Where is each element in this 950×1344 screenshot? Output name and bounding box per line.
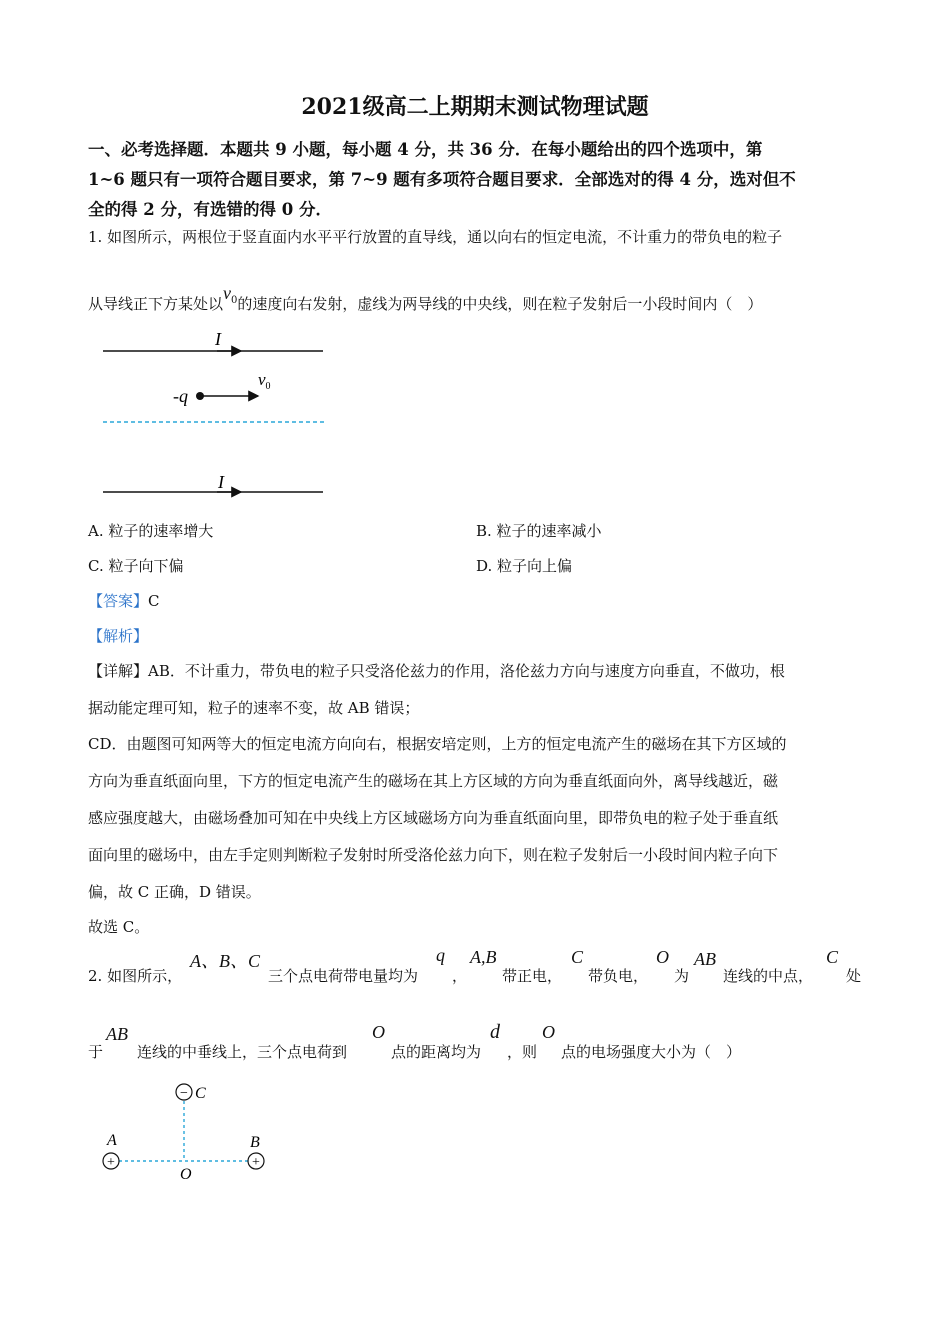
q1-v0-symbol: $v_0$ — [223, 283, 238, 306]
q1-stem-line1: 1. 如图所示，两根位于竖直面内水平平行放置的直导线，通以向右的恒定电流，不计重力的带负电的粒子 — [88, 228, 783, 246]
q1-detail-line6: 面向里的磁场中，由左手定则判断粒子发射时所受洛伦兹力向下，则在粒子发射后一小段时间内粒子向下 — [88, 846, 779, 864]
q1-detail-line5: 感应强度越大，由磁场叠加可知在中央线上方区域磁场方向为垂直纸面向里，即带负电的粒子处于垂直纸 — [88, 809, 779, 827]
q1-stem-line2 — [88, 283, 763, 316]
q1-detail-line2: 据动能定理可知，粒子的速率不变，故 AB 错误； — [88, 699, 420, 717]
q2-stem-line1-b: 三个点电荷带电量均为 — [268, 967, 419, 985]
q2-math-ab1: A,B — [470, 947, 497, 967]
q2-label-c: C — [195, 1085, 206, 1102]
q1-stem-line2-pre: 从导线正下方某处以 — [88, 295, 224, 313]
q1-stem-line2-post: 的速度向右发射，虚线为两导线的中央线，则在粒子发射后一小段时间内（ ） — [237, 295, 763, 313]
q2-math-d: d — [490, 1021, 500, 1043]
q2-label-a: A — [107, 1132, 117, 1149]
q2-stem-line1-e: 带负电， — [588, 967, 649, 985]
q2-stem-line1-f: 为 — [674, 967, 690, 985]
q1-upper-current-label: I — [215, 329, 221, 349]
q1-detail-line3: CD．由题图可知两等大的恒定电流方向向右，根据安培定则，上方的恒定电流产生的磁场在其下方区域的 — [88, 735, 787, 753]
q1-detail-line8: 故选 C。 — [88, 918, 150, 936]
q1-option-a: A. 粒子的速率增大 — [88, 522, 214, 540]
q2-stem-line2-a: 于 — [88, 1043, 104, 1061]
q2-stem-line2-c: 点的距离均为 — [391, 1043, 482, 1061]
q2-math-c2: C — [826, 947, 839, 967]
q1-velocity-label: $v_0$ — [258, 370, 271, 392]
q2-label-b: B — [250, 1134, 260, 1151]
q1-detail-line4: 方向为垂直纸面向里，下方的恒定电流产生的磁场在其上方区域的方向为垂直纸面向外，离导线越近，磁 — [88, 772, 779, 790]
q2-stem-line2-d: ，则 — [507, 1043, 538, 1061]
q1-lower-current-label: I — [218, 472, 224, 492]
q1-detail-line1: 【详解】AB．不计重力，带负电的粒子只受洛伦兹力的作用，洛伦兹力方向与速度方向垂直，不做功，根 — [88, 662, 785, 680]
q1-option-c: C. 粒子向下偏 — [88, 557, 184, 575]
q2-math-q: q — [436, 945, 445, 965]
q2-figure — [92, 1075, 282, 1185]
page-title: 2021级高二上期期末测试物理试题 — [301, 94, 649, 120]
q2-math-c1: C — [571, 947, 584, 967]
q2-stem-line1-g: 连线的中点， — [723, 967, 814, 985]
q2-math-abc: A、B、C — [190, 951, 260, 971]
q2-math-o2: O — [372, 1022, 385, 1042]
q2-stem-line1-a: 2. 如图所示， — [88, 967, 183, 985]
q2-stem-line1-h: 处 — [846, 967, 862, 985]
q2-stem-line2-b: 连线的中垂线上，三个点电荷到 — [137, 1043, 348, 1061]
q2-math-o3: O — [542, 1022, 555, 1042]
q1-option-d: D. 粒子向上偏 — [476, 557, 573, 575]
q1-charge-label: -q — [173, 386, 188, 406]
section-instructions-line1: 一、必考选择题．本题共 9 小题，每小题 4 分，共 36 分．在每小题给出的四个选项中，第 — [88, 140, 763, 159]
q2-math-ab2: AB — [694, 949, 716, 969]
q2-plus-sign-a: + — [107, 1155, 115, 1170]
q2-minus-sign: − — [180, 1086, 188, 1101]
q2-plus-sign-b: + — [252, 1155, 260, 1170]
section-instructions-line3: 全的得 2 分，有选错的得 0 分． — [88, 200, 332, 219]
q1-answer: 【答案】C — [88, 592, 160, 610]
q1-detail-line7: 偏，故 C 正确，D 错误。 — [88, 883, 261, 901]
section-instructions-line2: 1~6 题只有一项符合题目要求，第 7~9 题有多项符合题目要求．全部选对的得 4 分，选对但不 — [88, 170, 796, 189]
q2-stem-line1-d: 带正电， — [502, 967, 563, 985]
q2-label-o: O — [180, 1166, 192, 1183]
q1-option-b: B. 粒子的速率减小 — [476, 522, 602, 540]
q1-analysis-tag: 【解析】 — [88, 627, 149, 645]
q2-math-o1: O — [656, 947, 669, 967]
q1-figure — [95, 325, 340, 505]
q2-math-ab3: AB — [106, 1024, 128, 1044]
q2-stem-line2-e: 点的电场强度大小为（ ） — [561, 1043, 742, 1061]
q2-stem-line1-c: ， — [452, 967, 468, 985]
